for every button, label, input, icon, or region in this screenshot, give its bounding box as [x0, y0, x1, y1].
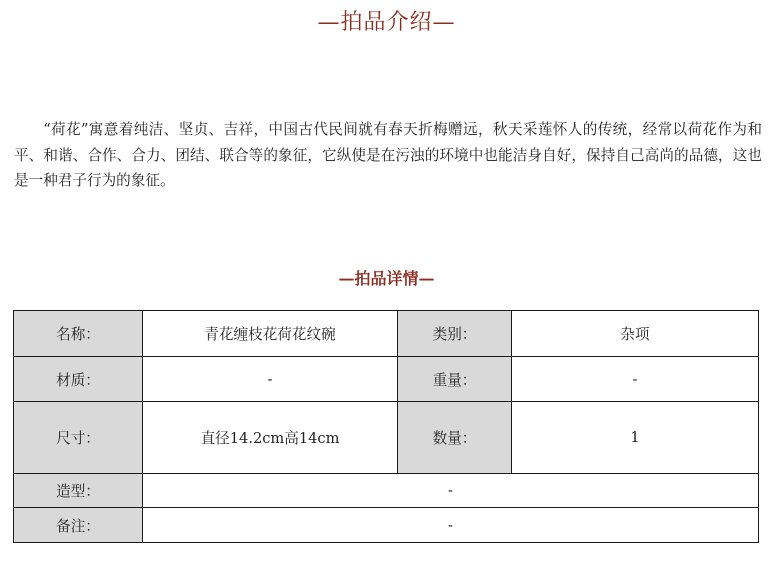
quantity-label: 数量：: [398, 402, 512, 474]
size-value: 直径14.2cm高14cm: [143, 402, 398, 474]
table-row: [14, 311, 759, 357]
category-value: 杂项: [512, 311, 759, 357]
details-table: [13, 310, 759, 543]
category-label: 类别：: [398, 311, 512, 357]
material-value: -: [143, 357, 398, 402]
name-value: 青花缠枝花荷花纹碗: [143, 311, 398, 357]
table-row: [14, 357, 759, 402]
name-label: 名称：: [14, 311, 143, 357]
table-row: [14, 402, 759, 474]
remark-value: -: [143, 508, 759, 543]
shape-label: 造型：: [14, 474, 143, 508]
weight-label: 重量：: [398, 357, 512, 402]
page-title: —拍品介绍—: [317, 10, 456, 35]
shape-value: -: [143, 474, 759, 508]
size-label: 尺寸：: [14, 402, 143, 474]
table-row: [14, 508, 759, 543]
details-heading: —拍品详情—: [338, 269, 435, 288]
material-label: 材质：: [14, 357, 143, 402]
table-row: [14, 474, 759, 508]
quantity-value: 1: [512, 402, 759, 474]
intro-paragraph: “荷花”寓意着纯洁、坚贞、吉祥，中国古代民间就有春天折梅赠远，秋天采莲怀人的传统，经常以荷花作为和平、和谐、合作、合力、团结、联合等的象征，它纵使是在污浊的环境中也能洁身自好，保持自己高尚的品德，这也是一种君子行为的象征。: [14, 121, 762, 189]
weight-value: -: [512, 357, 759, 402]
remark-label: 备注：: [14, 508, 143, 543]
